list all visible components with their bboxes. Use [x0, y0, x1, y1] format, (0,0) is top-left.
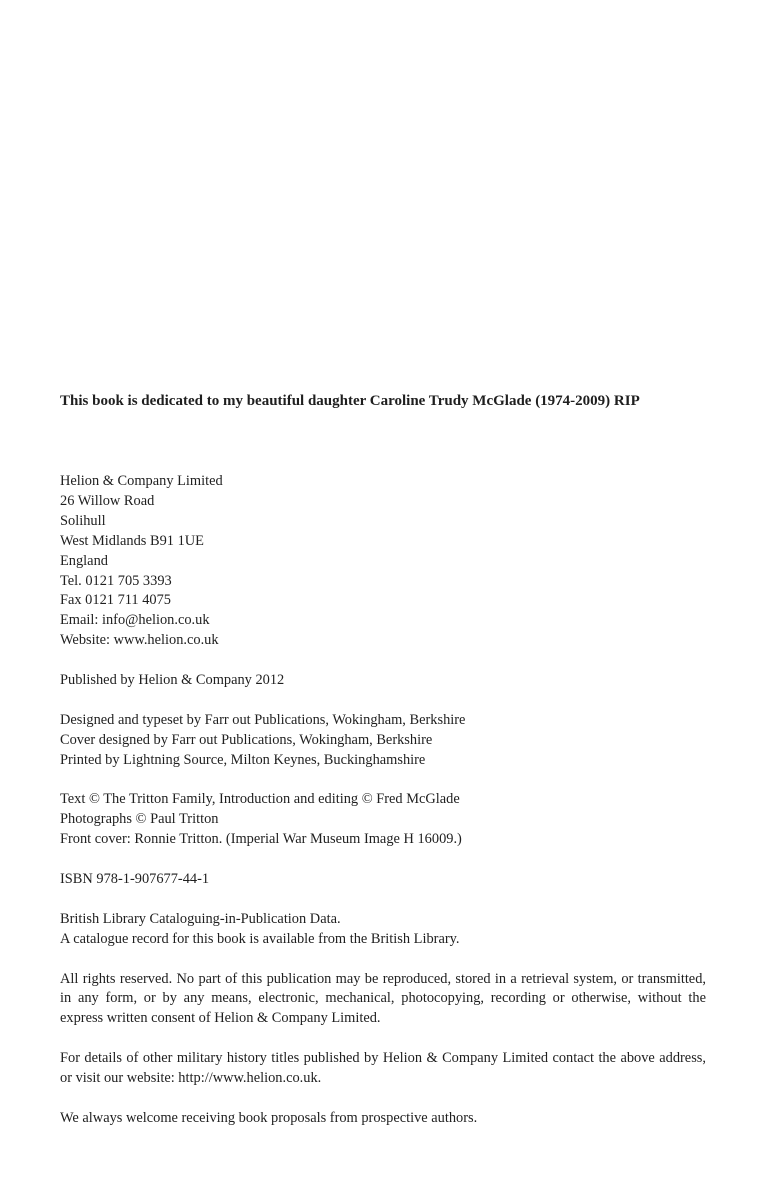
details-paragraph: For details of other military history titles published by Helion & Company Limited contact the above address, or visit our website: http://www.helion.co.uk. [60, 1050, 706, 1087]
website: Website: www.helion.co.uk [60, 632, 219, 649]
cip-data [60, 910, 706, 950]
fax: Fax 0121 711 4075 [60, 592, 171, 609]
address-country: England [60, 552, 108, 569]
email: Email: info@helion.co.uk [60, 612, 210, 629]
address-region: West Midlands B91 1UE [60, 532, 204, 549]
published-by-line: Published by Helion & Company 2012 [60, 672, 285, 689]
photographs-copyright: Photographs © Paul Tritton [60, 811, 219, 828]
address-town: Solihull [60, 512, 106, 529]
dedication: This book is dedicated to my beautiful daughter Caroline Trudy McGlade (1974-2009) RIP [60, 393, 640, 409]
cip-line-2: A catalogue record for this book is available from the British Library. [60, 930, 460, 947]
publisher-address [60, 472, 706, 651]
copyright-notices [60, 790, 706, 850]
proposals-paragraph: We always welcome receiving book proposals from prospective authors. [60, 1109, 478, 1126]
front-cover-credit: Front cover: Ronnie Tritton. (Imperial War Museum Image H 16009.) [60, 831, 462, 848]
printer-credit: Printed by Lightning Source, Milton Keynes, Buckinghamshire [60, 751, 426, 768]
typeset-credit: Designed and typeset by Farr out Publications, Wokingham, Berkshire [60, 711, 466, 728]
address-street: 26 Willow Road [60, 492, 155, 509]
imprint-content [60, 472, 706, 1129]
isbn [60, 870, 706, 890]
telephone: Tel. 0121 705 3393 [60, 572, 172, 589]
production-credits [60, 711, 706, 771]
text-copyright: Text © The Tritton Family, Introduction and editing © Fred McGlade [60, 791, 460, 808]
publisher-name: Helion & Company Limited [60, 473, 223, 489]
rights-paragraph: All rights reserved. No part of this publication may be reproduced, stored in a retrieval system, or transmitted, in any form, or by any means, electronic, mechanical, photocopying, recording or otherwise, without the express written consent of Helion & Company Limited. [60, 970, 706, 1027]
cip-line-1: British Library Cataloguing-in-Publication Data. [60, 910, 341, 927]
published-by [60, 671, 706, 691]
isbn-line: ISBN 978-1-907677-44-1 [60, 871, 210, 888]
cover-design-credit: Cover designed by Farr out Publications, Wokingham, Berkshire [60, 731, 433, 748]
